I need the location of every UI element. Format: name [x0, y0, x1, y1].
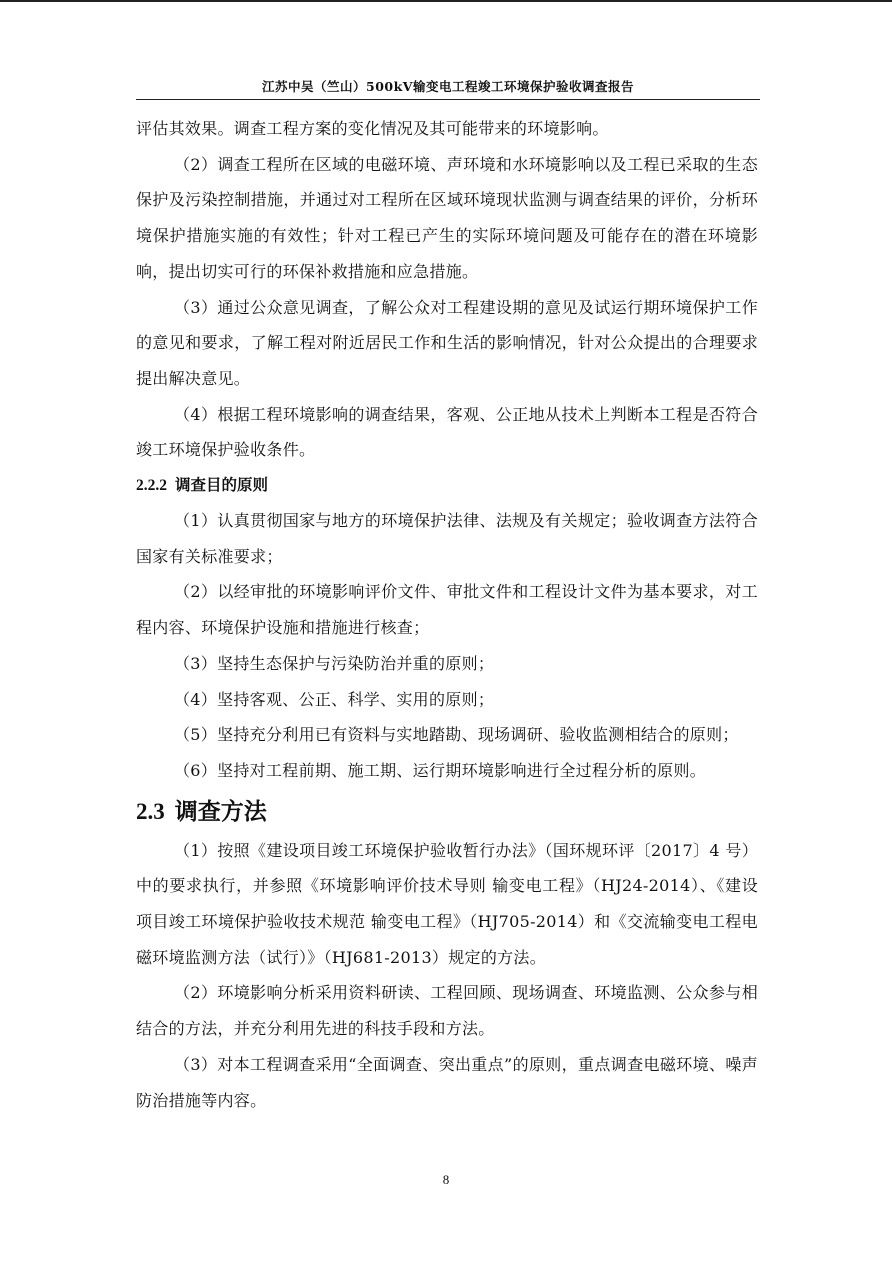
section-number: 2.2.2	[136, 477, 167, 495]
running-header: 江苏中吴（竺山）500kV输变电工程竣工环境保护验收调查报告	[262, 79, 634, 94]
section-title: 调查目的原则	[175, 476, 269, 495]
section-number: 2.3	[136, 798, 165, 824]
paragraph: （3）通过公众意见调查，了解公众对工程建设期的意见及试运行期环境保护工作的意见和要求，了解工程对附近居民工作和生活的影响情况，针对公众提出的合理要求提出解决意见。	[136, 297, 758, 388]
paragraph: （2）环境影响分析采用资料研读、工程回顾、现场调查、环境监测、公众参与相结合的方法，并充分利用先进的科技手段和方法。	[136, 983, 758, 1039]
page-number: 8	[442, 1172, 450, 1187]
paragraph: （5）坚持充分利用已有资料与实地踏勘、现场调研、验收监测相结合的原则；	[174, 725, 739, 745]
section-heading-2-2-2	[136, 468, 758, 503]
page-top-border	[0, 0, 892, 2]
paragraph: （2）以经审批的环境影响评价文件、审批文件和工程设计文件为基本要求，对工程内容、环境保护设施和措施进行核查；	[136, 582, 758, 638]
section-title: 调查方法	[174, 798, 267, 825]
paragraph: （3）对本工程调查采用“全面调查、突出重点”的原则，重点调查电磁环境、噪声防治措施等内容。	[136, 1054, 758, 1110]
paragraph: （4）坚持客观、公正、科学、实用的原则；	[174, 689, 495, 709]
paragraph: （1）认真贯彻国家与地方的环境保护法律、法规及有关规定；验收调查方法符合国家有关标准要求；	[136, 511, 758, 566]
section-heading-2-3	[136, 793, 758, 831]
paragraph: （4）根据工程环境影响的调查结果，客观、公正地从技术上判断本工程是否符合竣工环境保护验收条件。	[136, 404, 758, 460]
paragraph: （1）按照《建设项目竣工环境保护验收暂行办法》（国环规环评〔2017〕4 号）中的要求执行，并参照《环境影响评价技术导则 输变电工程》（HJ24-2014）、《建设项目竣工环境保护验收技术规范 输变电工程》（HJ705-2014）和《交流输变电工程电磁环境监测方法（试行）》（HJ681-2013）规定的方法。	[136, 840, 758, 967]
paragraph: （6）坚持对工程前期、施工期、运行期环境影响进行全过程分析的原则。	[174, 760, 707, 780]
page-body	[136, 111, 758, 1118]
paragraph: （3）坚持生态保护与污染防治并重的原则；	[174, 653, 495, 673]
paragraph: 评估其效果。调查工程方案的变化情况及其可能带来的环境影响。	[136, 119, 609, 138]
paragraph: （2）调查工程所在区域的电磁环境、声环境和水环境影响以及工程已采取的生态保护及污染控制措施，并通过对工程所在区域环境现状监测与调查结果的评价，分析环境保护措施实施的有效性；针对工程已产生的实际环境问题及可能存在的潜在环境影响，提出切实可行的环保补救措施和应急措施。	[136, 154, 758, 281]
header-rule	[136, 99, 760, 100]
